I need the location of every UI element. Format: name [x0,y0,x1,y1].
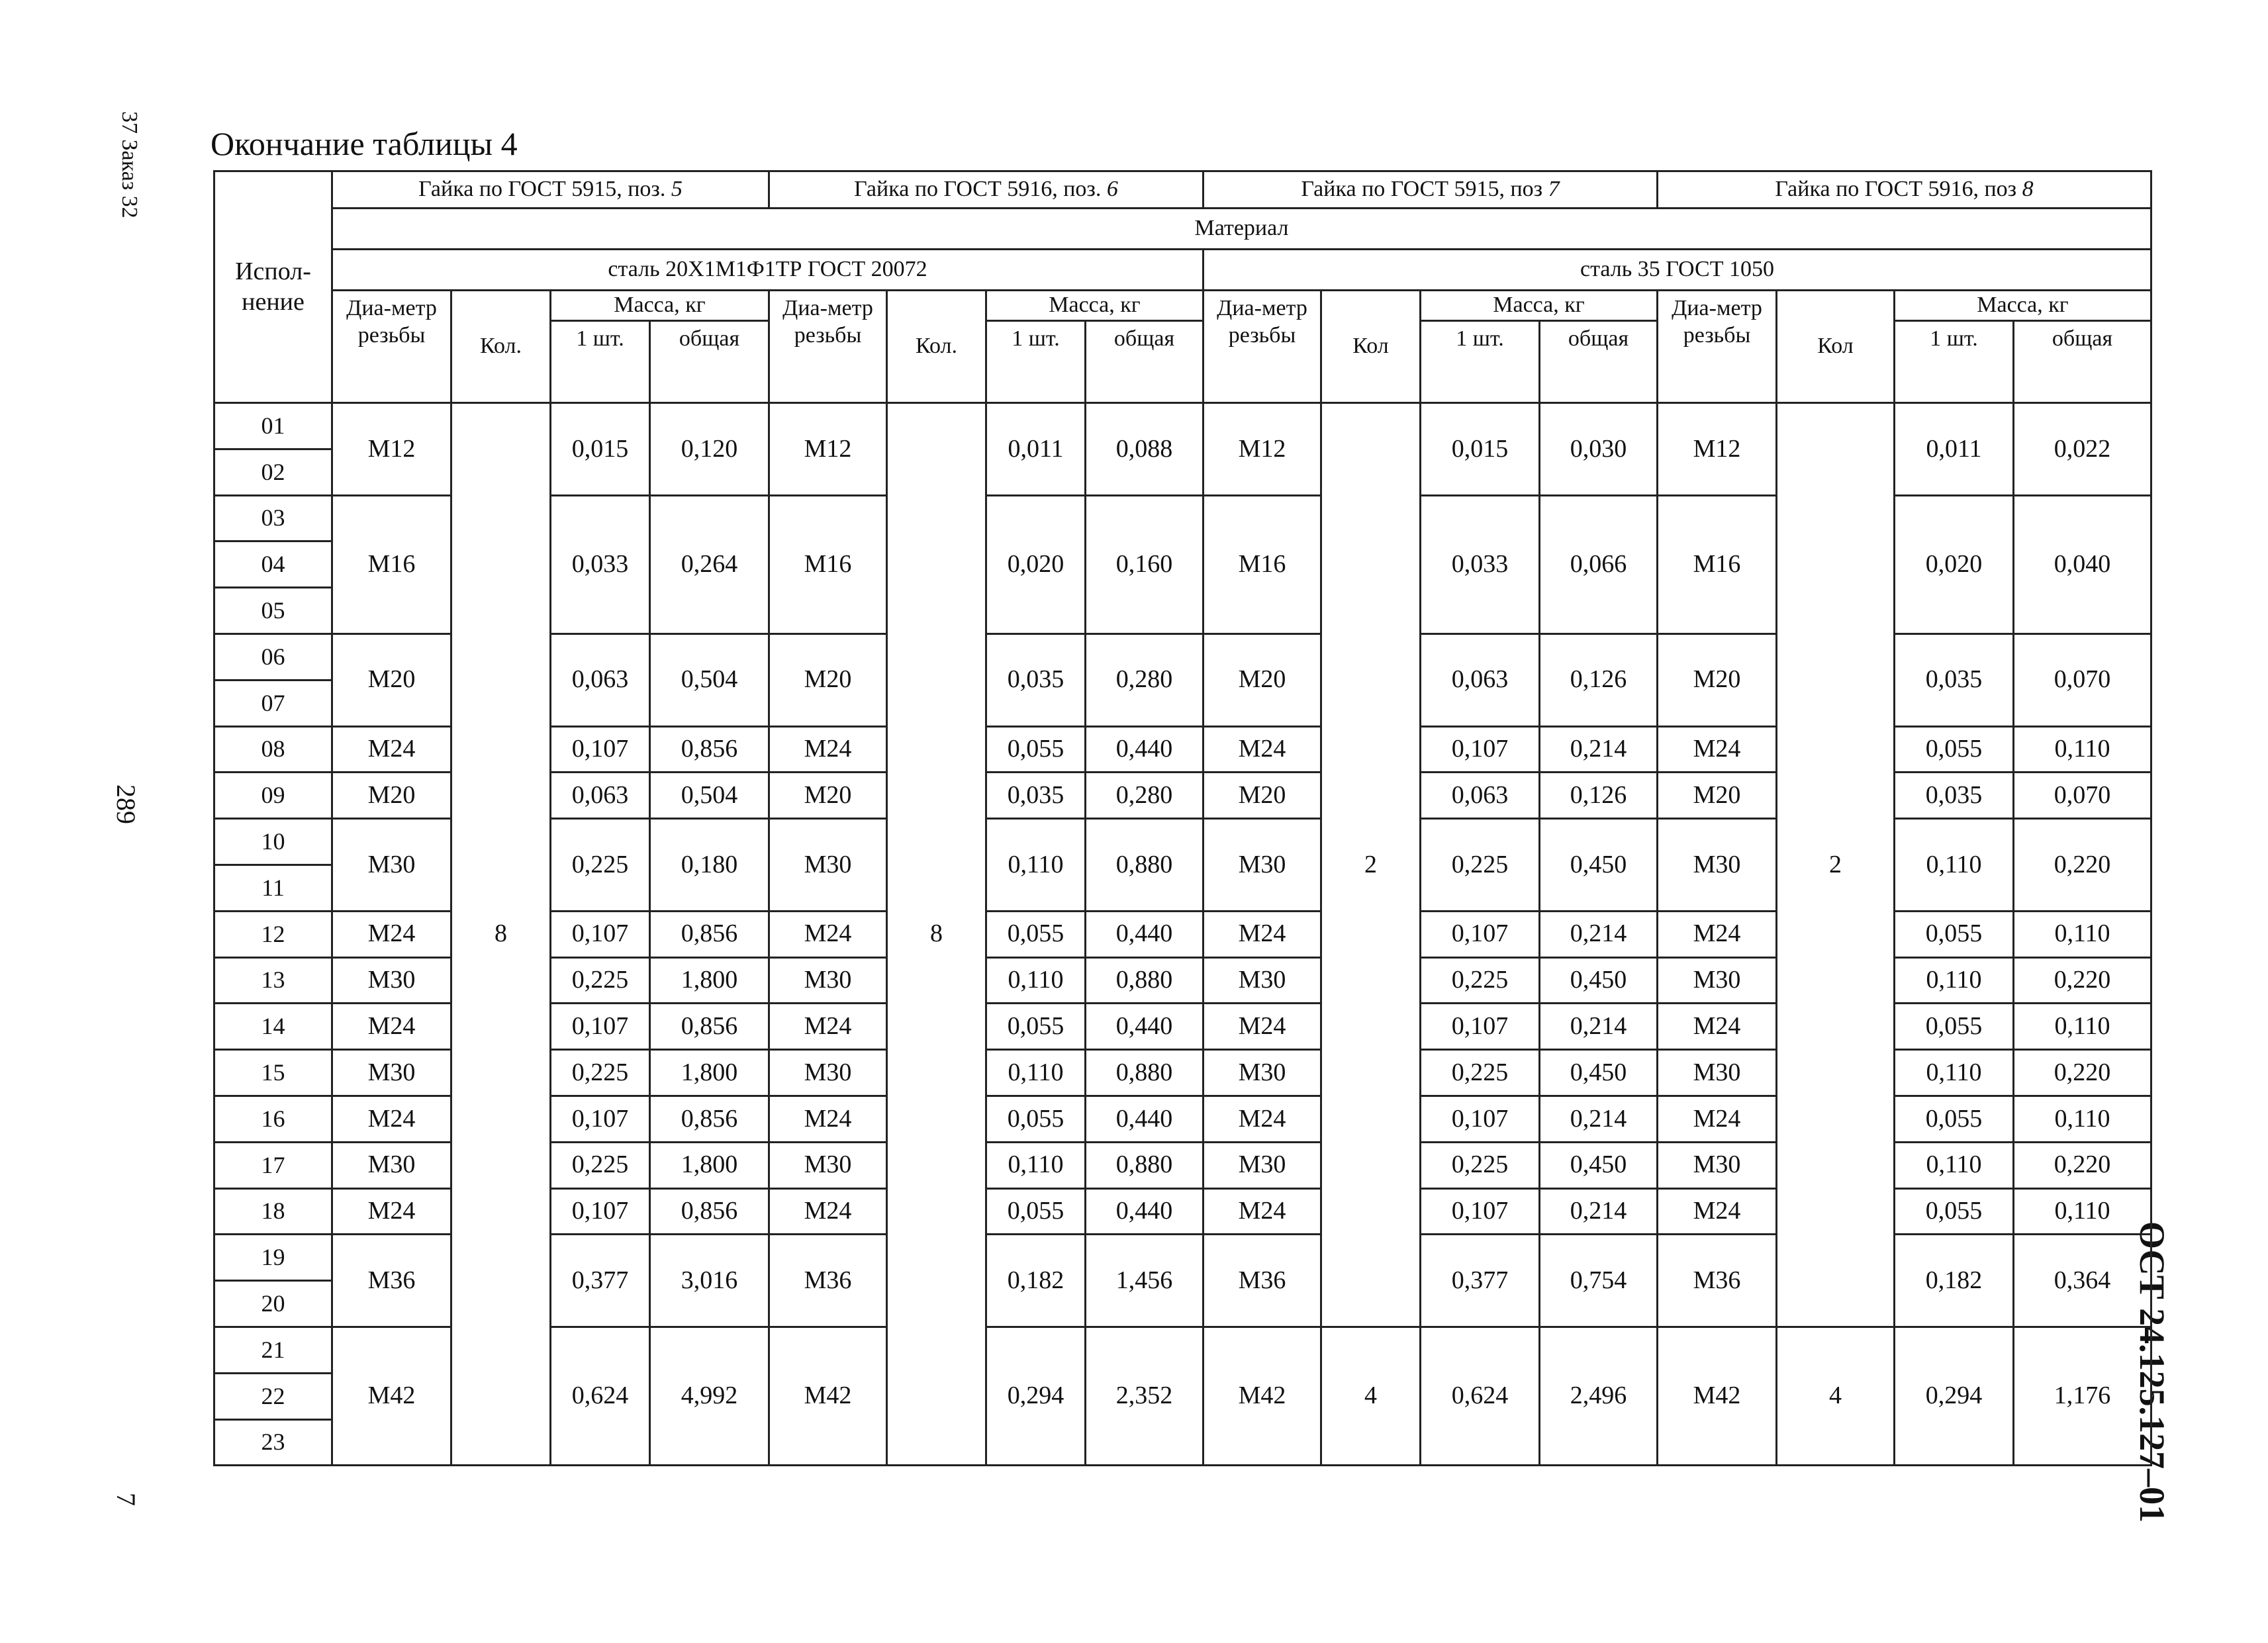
thread-cell: М24 [769,1096,887,1142]
mass-one-cell: 0,182 [1895,1235,2014,1327]
thread-cell: М30 [1658,819,1777,912]
variant-cell: 07 [214,680,332,726]
nut-header-text: Гайка по ГОСТ 5916, поз [1775,177,2017,202]
thread-cell: М24 [769,1004,887,1050]
thread-cell: М36 [769,1235,887,1327]
qty-header: Кол [1321,291,1421,403]
mass-one-cell: 0,294 [986,1327,1086,1465]
mass-total-cell: 0,440 [1086,911,1204,957]
variant-cell: 15 [214,1050,332,1096]
mass-one-cell: 0,624 [551,1327,650,1465]
thread-cell: М20 [769,634,887,726]
mass-total-cell: 0,280 [1086,773,1204,819]
thread-cell: М30 [769,1142,887,1188]
mass-one-cell: 0,055 [986,726,1086,773]
mass-total-cell: 1,800 [650,1142,769,1188]
thread-cell: М30 [1204,1142,1321,1188]
mass-total-cell: 0,880 [1086,957,1204,1004]
mass-total-cell: 4,992 [650,1327,769,1465]
mass-total-cell: 0,214 [1540,911,1658,957]
thread-cell: М16 [332,495,451,634]
mass-one-cell: 0,035 [1895,634,2014,726]
mass-total-cell: 0,160 [1086,495,1204,634]
mass-total-cell: 0,856 [650,726,769,773]
thread-cell: М20 [1204,634,1321,726]
quantity-cell: 2 [1321,403,1421,1327]
mass-one-cell: 0,020 [986,495,1086,634]
variant-cell: 05 [214,588,332,634]
mass-total-cell: 0,364 [2014,1235,2151,1327]
thread-cell: М24 [1658,726,1777,773]
thread-cell: М30 [769,819,887,912]
mass-total-cell: 0,214 [1540,1188,1658,1235]
qty-header: Кол [1777,291,1895,403]
mass-one-cell: 0,107 [1421,726,1540,773]
mass-total-cell: 0,440 [1086,1188,1204,1235]
qty-header: Кол. [887,291,986,403]
mass-total-cell: 1,800 [650,1050,769,1096]
mass-one-cell: 0,110 [986,957,1086,1004]
mass-total-cell: 3,016 [650,1235,769,1327]
mass-header: Масса, кг [986,291,1204,321]
mass-total-cell: 1,176 [2014,1327,2151,1465]
mass-total-cell: 0,280 [1086,634,1204,726]
variant-cell: 17 [214,1142,332,1188]
mass-one-cell: 0,011 [986,403,1086,496]
mass-one-cell: 0,055 [1895,1188,2014,1235]
mass-total-header: общая [1086,321,1204,403]
thread-cell: М24 [1204,911,1321,957]
thread-cell: М30 [332,957,451,1004]
mass-total-header: общая [650,321,769,403]
thread-cell: М30 [1658,1142,1777,1188]
variant-cell: 22 [214,1373,332,1419]
thread-cell: М24 [332,726,451,773]
mass-total-cell: 0,220 [2014,957,2151,1004]
thread-cell: М30 [1658,1050,1777,1096]
mass-one-cell: 0,035 [986,634,1086,726]
thread-cell: М42 [1658,1327,1777,1465]
variant-cell: 14 [214,1004,332,1050]
mass-one-cell: 0,107 [551,726,650,773]
mass-total-cell: 2,352 [1086,1327,1204,1465]
mass-one-cell: 0,107 [1421,911,1540,957]
mass-total-cell: 0,110 [2014,726,2151,773]
mass-total-cell: 0,220 [2014,819,2151,912]
mass-one-cell: 0,063 [1421,634,1540,726]
thread-cell: М20 [1658,773,1777,819]
mass-total-cell: 0,450 [1540,1050,1658,1096]
mass-total-cell: 0,754 [1540,1235,1658,1327]
mass-total-cell: 0,264 [650,495,769,634]
mass-one-cell: 0,107 [551,911,650,957]
mass-total-cell: 0,214 [1540,1096,1658,1142]
thread-cell: М12 [1658,403,1777,496]
variant-cell: 09 [214,773,332,819]
mass-total-cell: 0,856 [650,1188,769,1235]
mass-total-cell: 0,126 [1540,773,1658,819]
mass-one-cell: 0,624 [1421,1327,1540,1465]
variant-cell: 19 [214,1235,332,1281]
mass-one-cell: 0,294 [1895,1327,2014,1465]
mass-one-cell: 0,110 [986,1142,1086,1188]
thread-cell: М12 [769,403,887,496]
mass-total-cell: 0,070 [2014,634,2151,726]
nut-position: 6 [1106,177,1118,202]
mass-total-cell: 0,880 [1086,1142,1204,1188]
mass-total-cell: 0,214 [1540,1004,1658,1050]
mass-one-cell: 0,063 [551,773,650,819]
mass-one-header: 1 шт. [1895,321,2014,403]
mass-one-cell: 0,063 [1421,773,1540,819]
table-header [214,171,2151,403]
thread-cell: М16 [1204,495,1321,634]
mass-one-cell: 0,055 [986,1004,1086,1050]
thread-cell: М30 [332,1142,451,1188]
document-code: ОСТ 24.125.127–01 [2132,1221,2172,1523]
mass-total-cell: 0,440 [1086,1004,1204,1050]
variant-cell: 10 [214,819,332,865]
mass-one-cell: 0,055 [1895,911,2014,957]
mass-total-cell: 0,504 [650,773,769,819]
mass-one-cell: 0,110 [1895,819,2014,912]
thread-cell: М42 [769,1327,887,1465]
variant-cell: 12 [214,911,332,957]
mass-one-cell: 0,055 [986,1188,1086,1235]
thread-cell: М20 [1658,634,1777,726]
thread-cell: М30 [332,819,451,912]
thread-cell: М30 [1204,1050,1321,1096]
thread-cell: М24 [769,1188,887,1235]
mass-total-cell: 0,214 [1540,726,1658,773]
thread-cell: М24 [1658,1004,1777,1050]
nut-position: 8 [2022,177,2034,202]
thread-cell: М42 [1204,1327,1321,1465]
thread-cell: М30 [1204,957,1321,1004]
thread-cell: М24 [1204,1096,1321,1142]
mass-total-cell: 0,030 [1540,403,1658,496]
thread-diameter-header: Диа-метр резьбы [769,291,887,403]
thread-diameter-header: Диа-метр резьбы [332,291,451,403]
thread-diameter-header: Диа-метр резьбы [1658,291,1777,403]
quantity-cell: 2 [1777,403,1895,1327]
mass-one-cell: 0,107 [551,1188,650,1235]
thread-cell: М24 [769,726,887,773]
mass-total-cell: 1,800 [650,957,769,1004]
thread-cell: М20 [332,773,451,819]
thread-cell: М24 [1204,1004,1321,1050]
mass-total-cell: 0,180 [650,819,769,912]
quantity-cell: 4 [1321,1327,1421,1465]
mass-one-header: 1 шт. [986,321,1086,403]
thread-cell: М24 [1658,1188,1777,1235]
thread-cell: М42 [332,1327,451,1465]
mass-one-cell: 0,225 [551,957,650,1004]
nut-header-text: Гайка по ГОСТ 5915, поз [1301,177,1543,202]
mass-total-cell: 0,880 [1086,1050,1204,1096]
variant-cell: 18 [214,1188,332,1235]
thread-cell: М24 [1204,726,1321,773]
quantity-cell: 4 [1777,1327,1895,1465]
nut-header-8 [1658,171,2151,209]
thread-cell: М30 [1658,957,1777,1004]
mass-one-cell: 0,110 [986,819,1086,912]
thread-diameter-header: Диа-метр резьбы [1204,291,1321,403]
mass-total-cell: 0,110 [2014,1188,2151,1235]
mass-one-cell: 0,225 [1421,957,1540,1004]
variant-cell: 21 [214,1327,332,1373]
mass-total-cell: 0,022 [2014,403,2151,496]
material-steel-35: сталь 35 ГОСТ 1050 [1204,250,2151,291]
thread-cell: М30 [769,1050,887,1096]
mass-one-cell: 0,107 [551,1004,650,1050]
mass-total-cell: 0,110 [2014,1004,2151,1050]
variant-cell: 04 [214,541,332,588]
mass-one-cell: 0,107 [1421,1096,1540,1142]
thread-cell: М24 [332,1188,451,1235]
mass-one-cell: 0,225 [551,819,650,912]
mass-one-cell: 0,225 [1421,819,1540,912]
mass-total-header: общая [2014,321,2151,403]
variant-cell: 02 [214,449,332,495]
mass-one-cell: 0,110 [1895,1050,2014,1096]
mass-one-cell: 0,011 [1895,403,2014,496]
mass-one-cell: 0,107 [551,1096,650,1142]
mass-total-cell: 0,220 [2014,1050,2151,1096]
nut-header-5 [332,171,769,209]
mass-total-cell: 0,066 [1540,495,1658,634]
mass-one-cell: 0,035 [1895,773,2014,819]
thread-cell: М24 [332,1096,451,1142]
mass-total-cell: 0,440 [1086,1096,1204,1142]
variant-cell: 08 [214,726,332,773]
thread-cell: М36 [1204,1235,1321,1327]
nut-mass-table [213,170,2152,1466]
mass-one-cell: 0,055 [986,911,1086,957]
table-row [214,403,2151,449]
mass-one-cell: 0,015 [551,403,650,496]
mass-total-cell: 2,496 [1540,1327,1658,1465]
mass-total-header: общая [1540,321,1658,403]
mass-total-cell: 0,120 [650,403,769,496]
mass-total-cell: 0,110 [2014,1096,2151,1142]
mass-one-cell: 0,225 [1421,1142,1540,1188]
mass-total-cell: 0,110 [2014,911,2151,957]
variant-cell: 23 [214,1419,332,1466]
mass-one-cell: 0,182 [986,1235,1086,1327]
mass-one-cell: 0,107 [1421,1188,1540,1235]
mass-total-cell: 0,504 [650,634,769,726]
variant-cell: 11 [214,865,332,911]
mass-one-cell: 0,107 [1421,1004,1540,1050]
table-body [214,403,2151,1466]
thread-cell: М12 [332,403,451,496]
variant-cell: 13 [214,957,332,1004]
thread-cell: М30 [1204,819,1321,912]
page-number: 289 [111,784,141,824]
mass-one-cell: 0,033 [1421,495,1540,634]
mass-one-cell: 0,035 [986,773,1086,819]
thread-cell: М36 [1658,1235,1777,1327]
thread-cell: М24 [332,1004,451,1050]
variant-cell: 16 [214,1096,332,1142]
mass-one-cell: 0,055 [1895,726,2014,773]
mass-one-cell: 0,110 [1895,957,2014,1004]
mass-total-cell: 0,856 [650,1004,769,1050]
mass-one-cell: 0,055 [1895,1004,2014,1050]
thread-cell: М24 [1658,911,1777,957]
mass-one-cell: 0,055 [1895,1096,2014,1142]
mass-header: Масса, кг [1421,291,1658,321]
thread-cell: М24 [332,911,451,957]
mass-total-cell: 0,126 [1540,634,1658,726]
mass-one-cell: 0,225 [551,1142,650,1188]
mass-one-cell: 0,110 [1895,1142,2014,1188]
mass-total-cell: 0,450 [1540,957,1658,1004]
mass-total-cell: 1,456 [1086,1235,1204,1327]
thread-cell: М36 [332,1235,451,1327]
quantity-cell: 8 [451,403,551,1466]
nut-header-text: Гайка по ГОСТ 5915, поз. [418,177,666,202]
thread-cell: М30 [769,957,887,1004]
nut-header-7 [1204,171,1658,209]
thread-cell: М20 [1204,773,1321,819]
variant-header: Испол-нение [214,171,332,403]
mass-total-cell: 0,856 [650,1096,769,1142]
mass-one-cell: 0,063 [551,634,650,726]
variant-cell: 03 [214,495,332,541]
mass-one-cell: 0,015 [1421,403,1540,496]
mass-one-cell: 0,033 [551,495,650,634]
mass-total-cell: 0,070 [2014,773,2151,819]
thread-cell: М16 [769,495,887,634]
nut-header-6 [769,171,1204,209]
nut-position: 7 [1548,177,1560,202]
thread-cell: М16 [1658,495,1777,634]
thread-cell: М24 [1204,1188,1321,1235]
sheet-number: 7 [111,1493,141,1506]
mass-total-cell: 0,450 [1540,819,1658,912]
nut-header-text: Гайка по ГОСТ 5916, поз. [854,177,1102,202]
order-number-label: 37 Заказ 32 [117,111,142,218]
mass-one-header: 1 шт. [551,321,650,403]
mass-total-cell: 0,856 [650,911,769,957]
qty-header: Кол. [451,291,551,403]
mass-one-cell: 0,225 [1421,1050,1540,1096]
material-header: Материал [332,209,2151,250]
thread-cell: М24 [1658,1096,1777,1142]
thread-cell: М20 [332,634,451,726]
mass-one-cell: 0,055 [986,1096,1086,1142]
thread-cell: М20 [769,773,887,819]
table-caption: Окончание таблицы 4 [211,125,518,162]
mass-one-cell: 0,225 [551,1050,650,1096]
thread-cell: М12 [1204,403,1321,496]
mass-one-cell: 0,377 [1421,1235,1540,1327]
mass-total-cell: 0,040 [2014,495,2151,634]
variant-cell: 06 [214,634,332,680]
mass-total-cell: 0,450 [1540,1142,1658,1188]
mass-header: Масса, кг [551,291,769,321]
material-steel-20x1m1f1tr: сталь 20Х1М1Ф1ТР ГОСТ 20072 [332,250,1204,291]
mass-header: Масса, кг [1895,291,2151,321]
thread-cell: М30 [332,1050,451,1096]
mass-one-cell: 0,110 [986,1050,1086,1096]
mass-total-cell: 0,880 [1086,819,1204,912]
quantity-cell: 8 [887,403,986,1466]
mass-total-cell: 0,440 [1086,726,1204,773]
mass-total-cell: 0,220 [2014,1142,2151,1188]
mass-total-cell: 0,088 [1086,403,1204,496]
variant-cell: 01 [214,403,332,449]
mass-one-header: 1 шт. [1421,321,1540,403]
mass-one-cell: 0,377 [551,1235,650,1327]
thread-cell: М24 [769,911,887,957]
nut-position: 5 [671,177,683,202]
variant-cell: 20 [214,1281,332,1327]
mass-one-cell: 0,020 [1895,495,2014,634]
